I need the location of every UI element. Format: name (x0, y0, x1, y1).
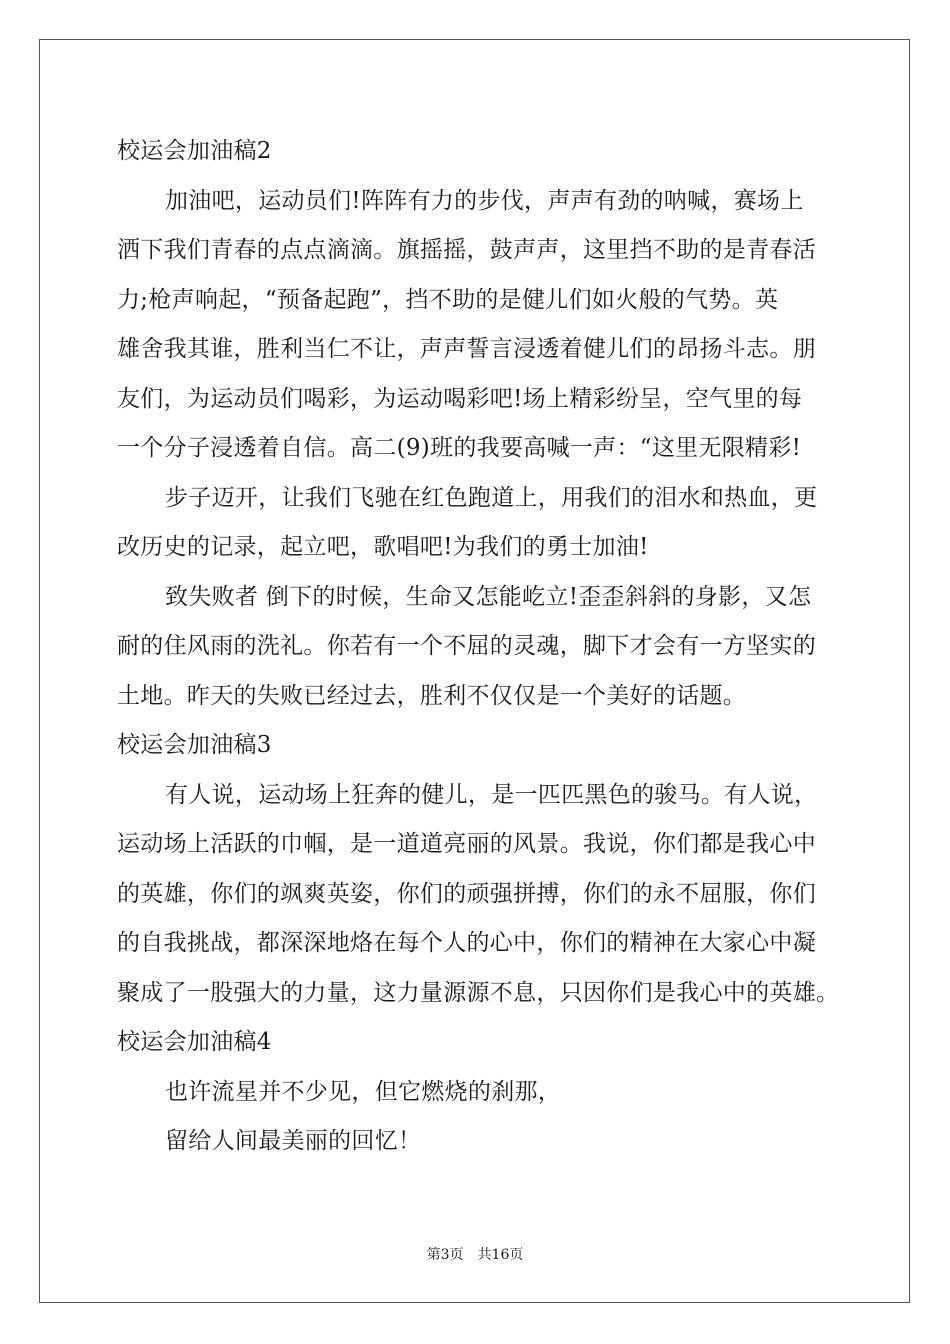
text-line: 土地。昨天的失败已经过去，胜利不仅仅是一个美好的话题。 (117, 683, 747, 709)
text-line: 运动场上活跃的巾帼，是一道道亮丽的风景。我说，你们都是我心中 (117, 831, 816, 857)
text-line: 改历史的记录，起立吧，歌唱吧!为我们的勇士加油! (117, 534, 649, 560)
section-heading: 校运会加油稿2 (117, 138, 272, 164)
text-line: 洒下我们青春的点点滴滴。旗摇摇，鼓声声，这里挡不助的是青春活 (117, 237, 816, 263)
text-line: 友们，为运动员们喝彩，为运动喝彩吧!场上精彩纷呈，空气里的每 (117, 386, 803, 412)
page-number-footer: 第3页 共16页 (426, 1247, 524, 1263)
text-line: 步子迈开，让我们飞驰在红色跑道上，用我们的泪水和热血，更 (165, 485, 818, 511)
text-line: 也许流星并不少见，但它燃烧的刹那， (165, 1079, 562, 1105)
text-line: 的英雄，你们的飒爽英姿，你们的顽强拼搏，你们的永不屈服，你们 (117, 881, 816, 907)
text-line: 致失败者 倒下的时候，生命又怎能屹立!歪歪斜斜的身影，又怎 (165, 584, 812, 610)
text-line: 耐的住风雨的洗礼。你若有一个不屈的灵魂，脚下才会有一方坚实的 (117, 633, 816, 659)
section-heading: 校运会加油稿4 (117, 1029, 272, 1055)
text-line: 一个分子浸透着自信。高二(9)班的我要高喊一声：“这里无限精彩! (117, 435, 802, 461)
page-border (39, 39, 910, 1303)
text-line: 雄舍我其谁，胜利当仁不让，声声誓言浸透着健儿们的昂扬斗志。朋 (117, 336, 816, 362)
text-line: 力;枪声响起，“预备起跑”，挡不助的是健儿们如火般的气势。英 (117, 287, 779, 313)
text-line: 加油吧，运动员们!阵阵有力的步伐，声声有劲的呐喊，赛场上 (165, 188, 804, 214)
text-line: 的自我挑战，都深深地烙在每个人的心中，你们的精神在大家心中凝 (117, 930, 816, 956)
text-line: 聚成了一股强大的力量，这力量源源不息，只因你们是我心中的英雄。 (117, 980, 840, 1006)
section-heading: 校运会加油稿3 (117, 732, 272, 758)
text-line: 有人说，运动场上狂奔的健儿，是一匹匹黑色的骏马。有人说， (165, 782, 818, 808)
text-line: 留给人间最美丽的回忆！ (165, 1128, 422, 1154)
